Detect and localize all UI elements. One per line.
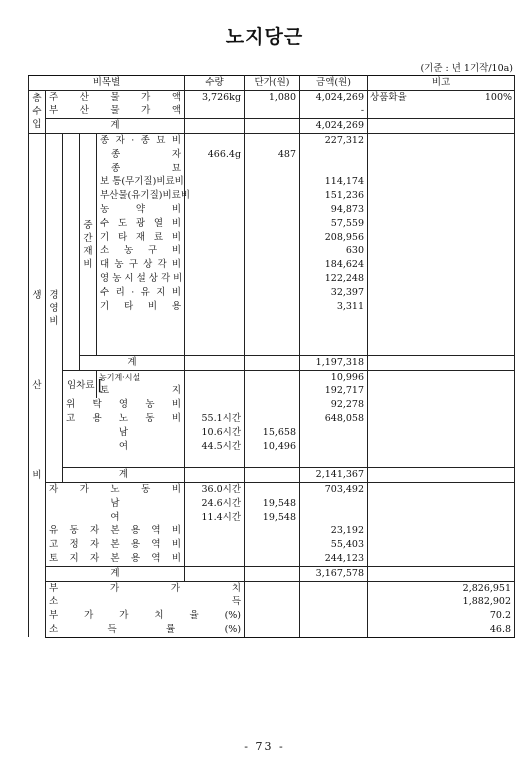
label: 위 탁 영 농 비	[63, 398, 185, 412]
amount: 70.2	[368, 609, 515, 623]
quantity: 55.1시간	[185, 412, 245, 426]
spacer-row	[29, 341, 515, 355]
label: 부산물(유기질)비료비	[97, 189, 185, 203]
label: 여	[46, 511, 185, 525]
amount: 192,717	[300, 385, 368, 399]
amount: 57,559	[300, 217, 368, 231]
label: 소 농 구 비	[97, 245, 185, 259]
quantity: 466.4g	[185, 148, 245, 162]
amount: 46.8	[368, 623, 515, 637]
label: 토 지 자 본 용 역 비	[46, 552, 185, 566]
row-utility	[29, 217, 515, 231]
amount: 703,492	[300, 483, 368, 497]
amount: 2,141,367	[300, 468, 368, 483]
label: 보 통(무기질)비료비	[97, 176, 185, 190]
label: 계	[46, 119, 185, 134]
label: 토 지	[97, 385, 185, 399]
label: 종 묘	[97, 162, 185, 176]
label: 부 가 가 치 율 (%)	[46, 609, 245, 623]
page-title: 노지당근	[225, 26, 304, 48]
amount: 227,312	[300, 134, 368, 148]
row-other-expense	[29, 300, 515, 314]
label: 부 산 물 가 액	[46, 105, 185, 119]
label: 부 가 가 치	[46, 581, 245, 595]
label: 자 가 노 동 비	[46, 483, 185, 497]
label: 수 도 광 열 비	[97, 217, 185, 231]
label: 계	[46, 566, 185, 581]
amount: 3,167,578	[300, 566, 368, 581]
row-hired-female	[29, 440, 515, 454]
group-rent	[63, 370, 104, 398]
label: 계	[80, 355, 185, 370]
row-main-product	[29, 90, 515, 104]
amount: 1,882,902	[368, 595, 515, 609]
header-quantity: 수량	[185, 76, 245, 91]
row-working-capital	[29, 525, 515, 539]
row-value-added	[29, 581, 515, 595]
row-seed-b	[29, 162, 515, 176]
unit-price: 19,548	[245, 511, 300, 525]
row-fert-inorg	[29, 176, 515, 190]
group-management-cost: 경 영 비	[46, 134, 63, 483]
amount: 3,311	[300, 300, 368, 314]
row-family-female	[29, 511, 515, 525]
spacer-row	[29, 454, 515, 468]
row-hired-male	[29, 426, 515, 440]
label: 남	[63, 426, 185, 440]
header-amount: 금액(원)	[300, 76, 368, 91]
label: 계	[63, 468, 185, 483]
label: 종 자 · 종 묘 비	[97, 134, 185, 148]
amount: 151,236	[300, 189, 368, 203]
label: 종 자	[97, 148, 185, 162]
row-management-total	[29, 468, 515, 483]
row-seed	[29, 134, 515, 148]
label: 여	[63, 440, 185, 454]
unit-price: 487	[245, 148, 300, 162]
row-family-male	[29, 497, 515, 511]
quantity: 11.4시간	[185, 511, 245, 525]
row-seed-a	[29, 148, 515, 162]
group-production-cost: 생 산 비	[29, 134, 46, 638]
row-contract	[29, 398, 515, 412]
group-intermediate-cost: 중 간 재 비	[80, 134, 97, 356]
amount: 114,174	[300, 176, 368, 190]
spacer-row	[29, 314, 515, 328]
page-number: - 73 -	[244, 740, 285, 753]
row-hired-labor	[29, 412, 515, 426]
amount: 23,192	[300, 525, 368, 539]
bracket-icon: [	[97, 375, 104, 394]
amount: 2,826,951	[368, 581, 515, 595]
remark-value: 100%	[484, 91, 513, 103]
label: 주 산 물 가 액	[46, 90, 185, 104]
remark	[368, 90, 515, 104]
amount: -	[300, 105, 368, 119]
amount: 4,024,269	[300, 119, 368, 134]
amount: 55,403	[300, 538, 368, 552]
row-repair	[29, 286, 515, 300]
amount: 630	[300, 245, 368, 259]
header-remark: 비고	[368, 76, 515, 91]
label: 고 용 노 동 비	[63, 412, 185, 426]
amount: 92,278	[300, 398, 368, 412]
row-income-total	[29, 119, 515, 134]
label: 유 동 자 본 용 역 비	[46, 525, 185, 539]
amount: 208,956	[300, 231, 368, 245]
label: 소 득	[46, 595, 245, 609]
unit-price: 10,496	[245, 440, 300, 454]
label: 남	[46, 497, 185, 511]
row-family-labor	[29, 483, 515, 497]
label: 농 약 비	[97, 203, 185, 217]
row-rent-machine	[29, 370, 515, 384]
unit-price: 19,548	[245, 497, 300, 511]
amount: 1,197,318	[300, 355, 368, 370]
amount: 648,058	[300, 412, 368, 426]
label: 고 정 자 본 용 역 비	[46, 538, 185, 552]
row-equipment-depreciation	[29, 258, 515, 272]
amount: 4,024,269	[300, 90, 368, 104]
quantity: 44.5시간	[185, 440, 245, 454]
amount: 244,123	[300, 552, 368, 566]
quantity: 10.6시간	[185, 426, 245, 440]
row-fixed-capital	[29, 538, 515, 552]
spacer-row	[29, 327, 515, 341]
header-item: 비목별	[29, 76, 185, 91]
row-pesticide	[29, 203, 515, 217]
row-income	[29, 595, 515, 609]
row-facility-depreciation	[29, 272, 515, 286]
cost-table	[28, 75, 515, 638]
row-income-rate	[29, 623, 515, 637]
remark-label: 상품화율	[370, 91, 407, 103]
row-fert-org	[29, 189, 515, 203]
rent-label: 임차료	[67, 379, 95, 391]
unit-price: 1,080	[245, 90, 300, 104]
amount: 94,873	[300, 203, 368, 217]
amount: 184,624	[300, 258, 368, 272]
unit-note: (기준 : 년 1기작/10a)	[420, 63, 513, 74]
row-value-added-rate	[29, 609, 515, 623]
row-by-product	[29, 105, 515, 119]
header-row	[29, 76, 515, 91]
group-gross-income: 총 수 입	[29, 90, 46, 133]
quantity: 3,726kg	[185, 90, 245, 104]
row-production-total	[29, 566, 515, 581]
label: 기 타 재 료 비	[97, 231, 185, 245]
quantity: 36.0시간	[185, 483, 245, 497]
row-other-material	[29, 231, 515, 245]
row-land-capital	[29, 552, 515, 566]
unit-price: 15,658	[245, 426, 300, 440]
amount: 10,996	[300, 370, 368, 384]
row-small-tools	[29, 245, 515, 259]
amount: 32,397	[300, 286, 368, 300]
row-intermediate-total	[29, 355, 515, 370]
amount: 122,248	[300, 272, 368, 286]
label: 소 득 률 (%)	[46, 623, 245, 637]
label: 수 리 · 유 지 비	[97, 286, 185, 300]
label: 대 농 구 상 각 비	[97, 258, 185, 272]
quantity: 24.6시간	[185, 497, 245, 511]
label: 영 농 시 설 상 각 비	[97, 272, 185, 286]
label: 농기계·시설	[97, 370, 185, 384]
label: 기 타 비 용	[97, 300, 185, 314]
header-unit-price: 단가(원)	[245, 76, 300, 91]
